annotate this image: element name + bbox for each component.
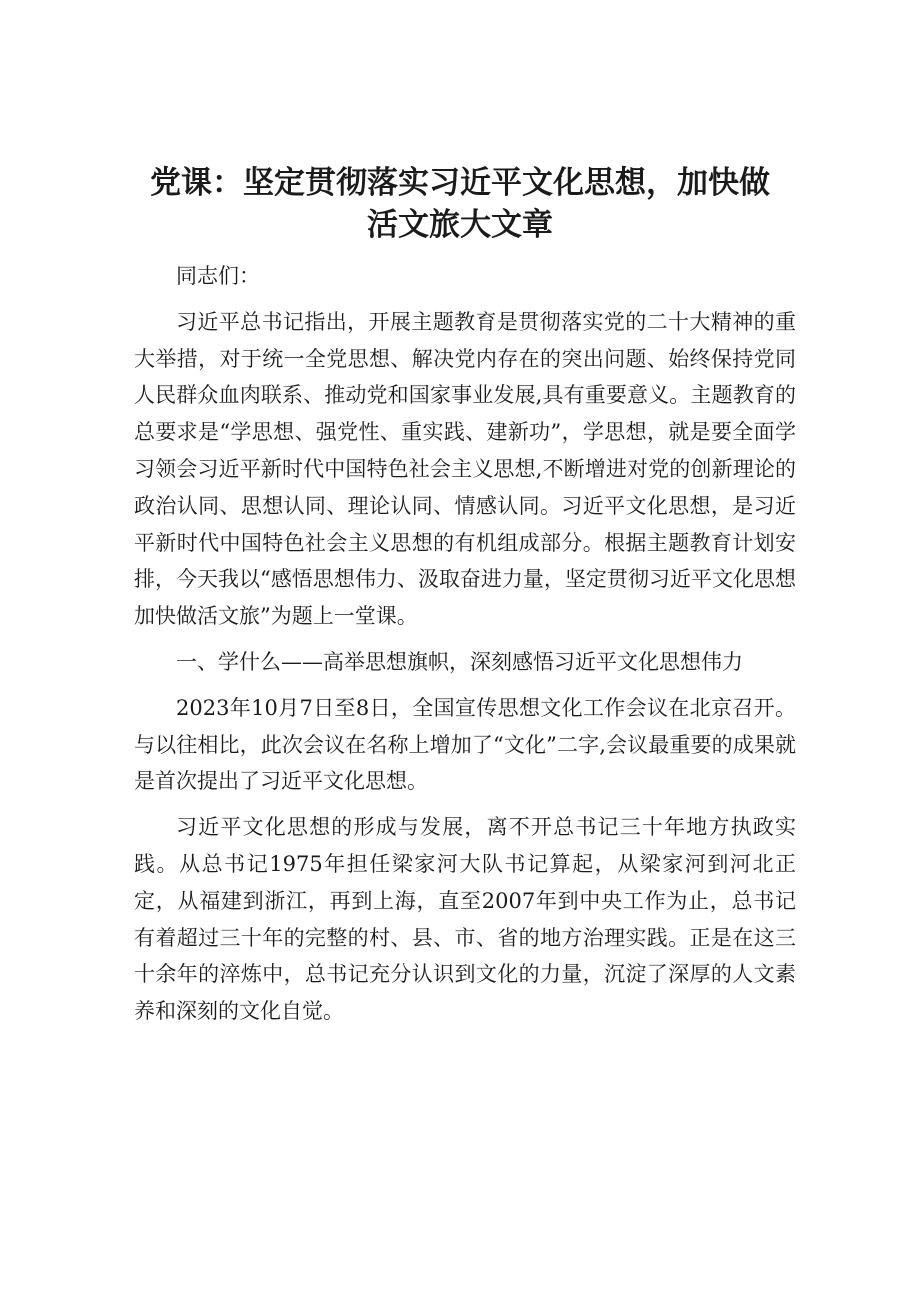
paragraph-formation: 习近平文化思想的形成与发展，离不开总书记三十年地方执政实践。从总书记1975年担任梁家河大队书记算起，从梁家河到河北正定，从福建到浙江，再到上海，直至2007年到中央工作为止，总书记有着超过三十年的完整的村、县、市、省的地方治理实践。正是在这三十余年的淬炼中，总书记充分认识到文化的力量，沉淀了深厚的人文素养和深刻的文化自觉。: [134, 815, 796, 1024]
section-heading-1: 一、学什么——高举思想旗帜，深刻感悟习近平文化思想伟力: [176, 649, 743, 674]
document-body: [134, 258, 796, 1039]
title-line-2: 活文旅大文章: [367, 207, 553, 243]
salutation: 同志们：: [176, 264, 260, 288]
document-title: [130, 162, 790, 246]
title-line-1: 党课：坚定贯彻落实习近平文化思想，加快做: [150, 165, 770, 201]
paragraph-conference: 2023年10月7日至8日，全国宣传思想文化工作会议在北京召开。与以往相比，此次会议在名称上增加了“文化”二字,会议最重要的成果就是首次提出了习近平文化思想。: [134, 695, 796, 794]
paragraph-intro: 习近平总书记指出，开展主题教育是贯彻落实党的二十大精神的重大举措，对于统一全党思想、解决党内存在的突出问题、始终保持党同人民群众血肉联系、推动党和国家事业发展,具有重要意义。主题教育的总要求是“学思想、强党性、重实践、建新功”，学思想，就是要全面学习领会习近平新时代中国特色社会主义思想,不断增进对党的创新理论的政治认同、思想认同、理论认同、情感认同。习近平文化思想，是习近平新时代中国特色社会主义思想的有机组成部分。根据主题教育计划安排，今天我以“感悟思想伟力、汲取奋进力量，坚定贯彻习近平文化思想加快做活文旅”为题上一堂课。: [134, 309, 796, 629]
